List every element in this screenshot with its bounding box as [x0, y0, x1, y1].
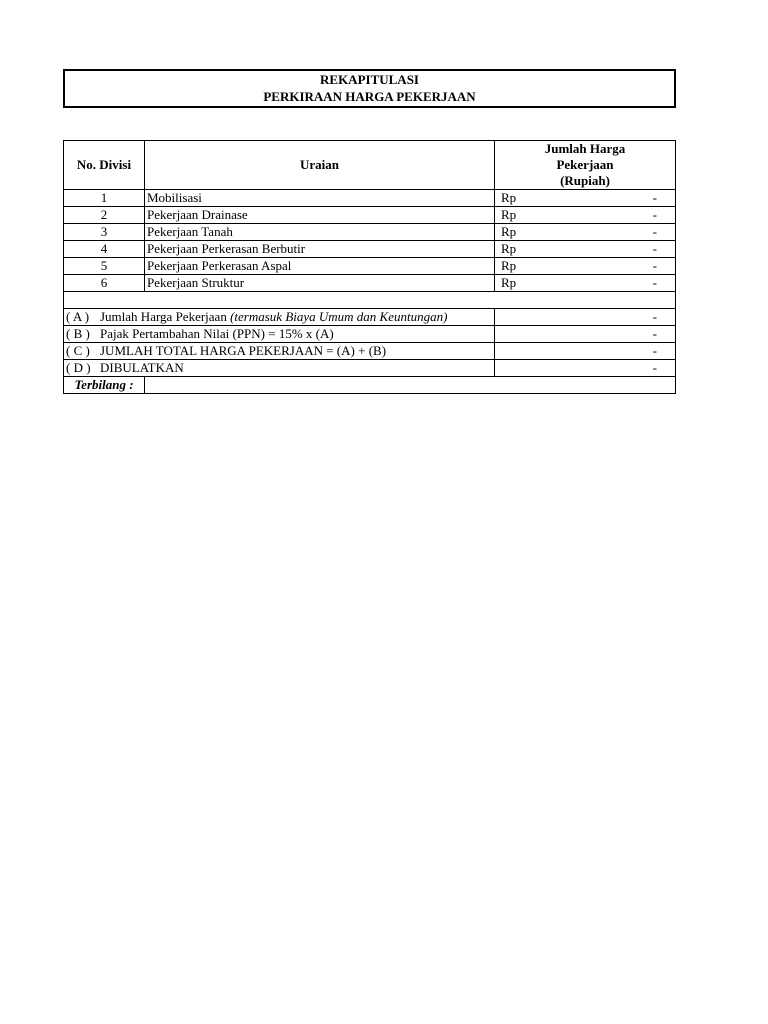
row-amount [495, 190, 676, 207]
summary-amount [495, 360, 676, 377]
amount-value: - [652, 309, 657, 324]
row-uraian: Pekerjaan Perkerasan Aspal [145, 258, 495, 275]
row-uraian: Mobilisasi [145, 190, 495, 207]
summary-amount [495, 326, 676, 343]
currency-label: Rp [501, 207, 517, 222]
summary-label-b [64, 326, 495, 343]
summary-text: Pajak Pertambahan Nilai (PPN) = 15% x (A) [100, 326, 334, 341]
spacer-row [64, 292, 676, 309]
header-amount [495, 141, 676, 190]
document-title-box [63, 69, 676, 108]
currency-label: Rp [501, 190, 517, 205]
currency-label: Rp [501, 224, 517, 239]
row-no: 2 [64, 207, 145, 224]
currency-label: Rp [501, 241, 517, 256]
table-row [64, 207, 676, 224]
row-amount [495, 207, 676, 224]
summary-label-c [64, 343, 495, 360]
terbilang-row [64, 377, 676, 394]
row-amount [495, 258, 676, 275]
header-amount-line-1: Jumlah Harga [544, 141, 626, 156]
terbilang-label: Terbilang : [64, 377, 145, 394]
currency-label: Rp [501, 275, 517, 290]
amount-value: - [652, 224, 657, 239]
row-amount [495, 241, 676, 258]
summary-row-c [64, 343, 676, 360]
summary-code: ( B ) [66, 326, 90, 341]
summary-text: JUMLAH TOTAL HARGA PEKERJAAN = (A) + (B) [100, 343, 387, 358]
row-uraian: Pekerjaan Drainase [145, 207, 495, 224]
table-row [64, 258, 676, 275]
amount-value: - [652, 190, 657, 205]
spacer-cell [64, 292, 676, 309]
summary-code: ( C ) [66, 343, 90, 358]
title-line-1: REKAPITULASI [320, 72, 419, 87]
table-row [64, 275, 676, 292]
amount-value: - [652, 275, 657, 290]
summary-row-a [64, 309, 676, 326]
header-uraian: Uraian [145, 141, 495, 190]
summary-note: (termasuk Biaya Umum dan Keuntungan) [230, 309, 448, 324]
row-amount [495, 275, 676, 292]
row-amount [495, 224, 676, 241]
amount-value: - [652, 241, 657, 256]
currency-label: Rp [501, 258, 517, 273]
summary-code: ( D ) [66, 360, 91, 375]
row-no: 3 [64, 224, 145, 241]
amount-value: - [652, 258, 657, 273]
header-amount-line-3: (Rupiah) [560, 173, 610, 188]
summary-code: ( A ) [66, 309, 90, 324]
amount-value: - [652, 343, 657, 358]
terbilang-value [145, 377, 676, 394]
amount-value: - [652, 360, 657, 375]
header-no-divisi: No. Divisi [64, 141, 145, 190]
row-no: 5 [64, 258, 145, 275]
recap-table [63, 140, 676, 394]
amount-value: - [652, 326, 657, 341]
row-uraian: Pekerjaan Tanah [145, 224, 495, 241]
row-uraian: Pekerjaan Perkerasan Berbutir [145, 241, 495, 258]
table-row [64, 190, 676, 207]
header-row [64, 141, 676, 190]
row-uraian: Pekerjaan Struktur [145, 275, 495, 292]
summary-row-b [64, 326, 676, 343]
row-no: 6 [64, 275, 145, 292]
summary-amount [495, 309, 676, 326]
title-line-2: PERKIRAAN HARGA PEKERJAAN [263, 89, 476, 104]
summary-label-d [64, 360, 495, 377]
row-no: 1 [64, 190, 145, 207]
amount-value: - [652, 207, 657, 222]
summary-text: DIBULATKAN [100, 360, 184, 375]
summary-amount [495, 343, 676, 360]
summary-row-d [64, 360, 676, 377]
header-amount-line-2: Pekerjaan [556, 157, 614, 172]
table-row [64, 241, 676, 258]
summary-label-a [64, 309, 495, 326]
row-no: 4 [64, 241, 145, 258]
table-row [64, 224, 676, 241]
summary-text: Jumlah Harga Pekerjaan [100, 309, 227, 324]
